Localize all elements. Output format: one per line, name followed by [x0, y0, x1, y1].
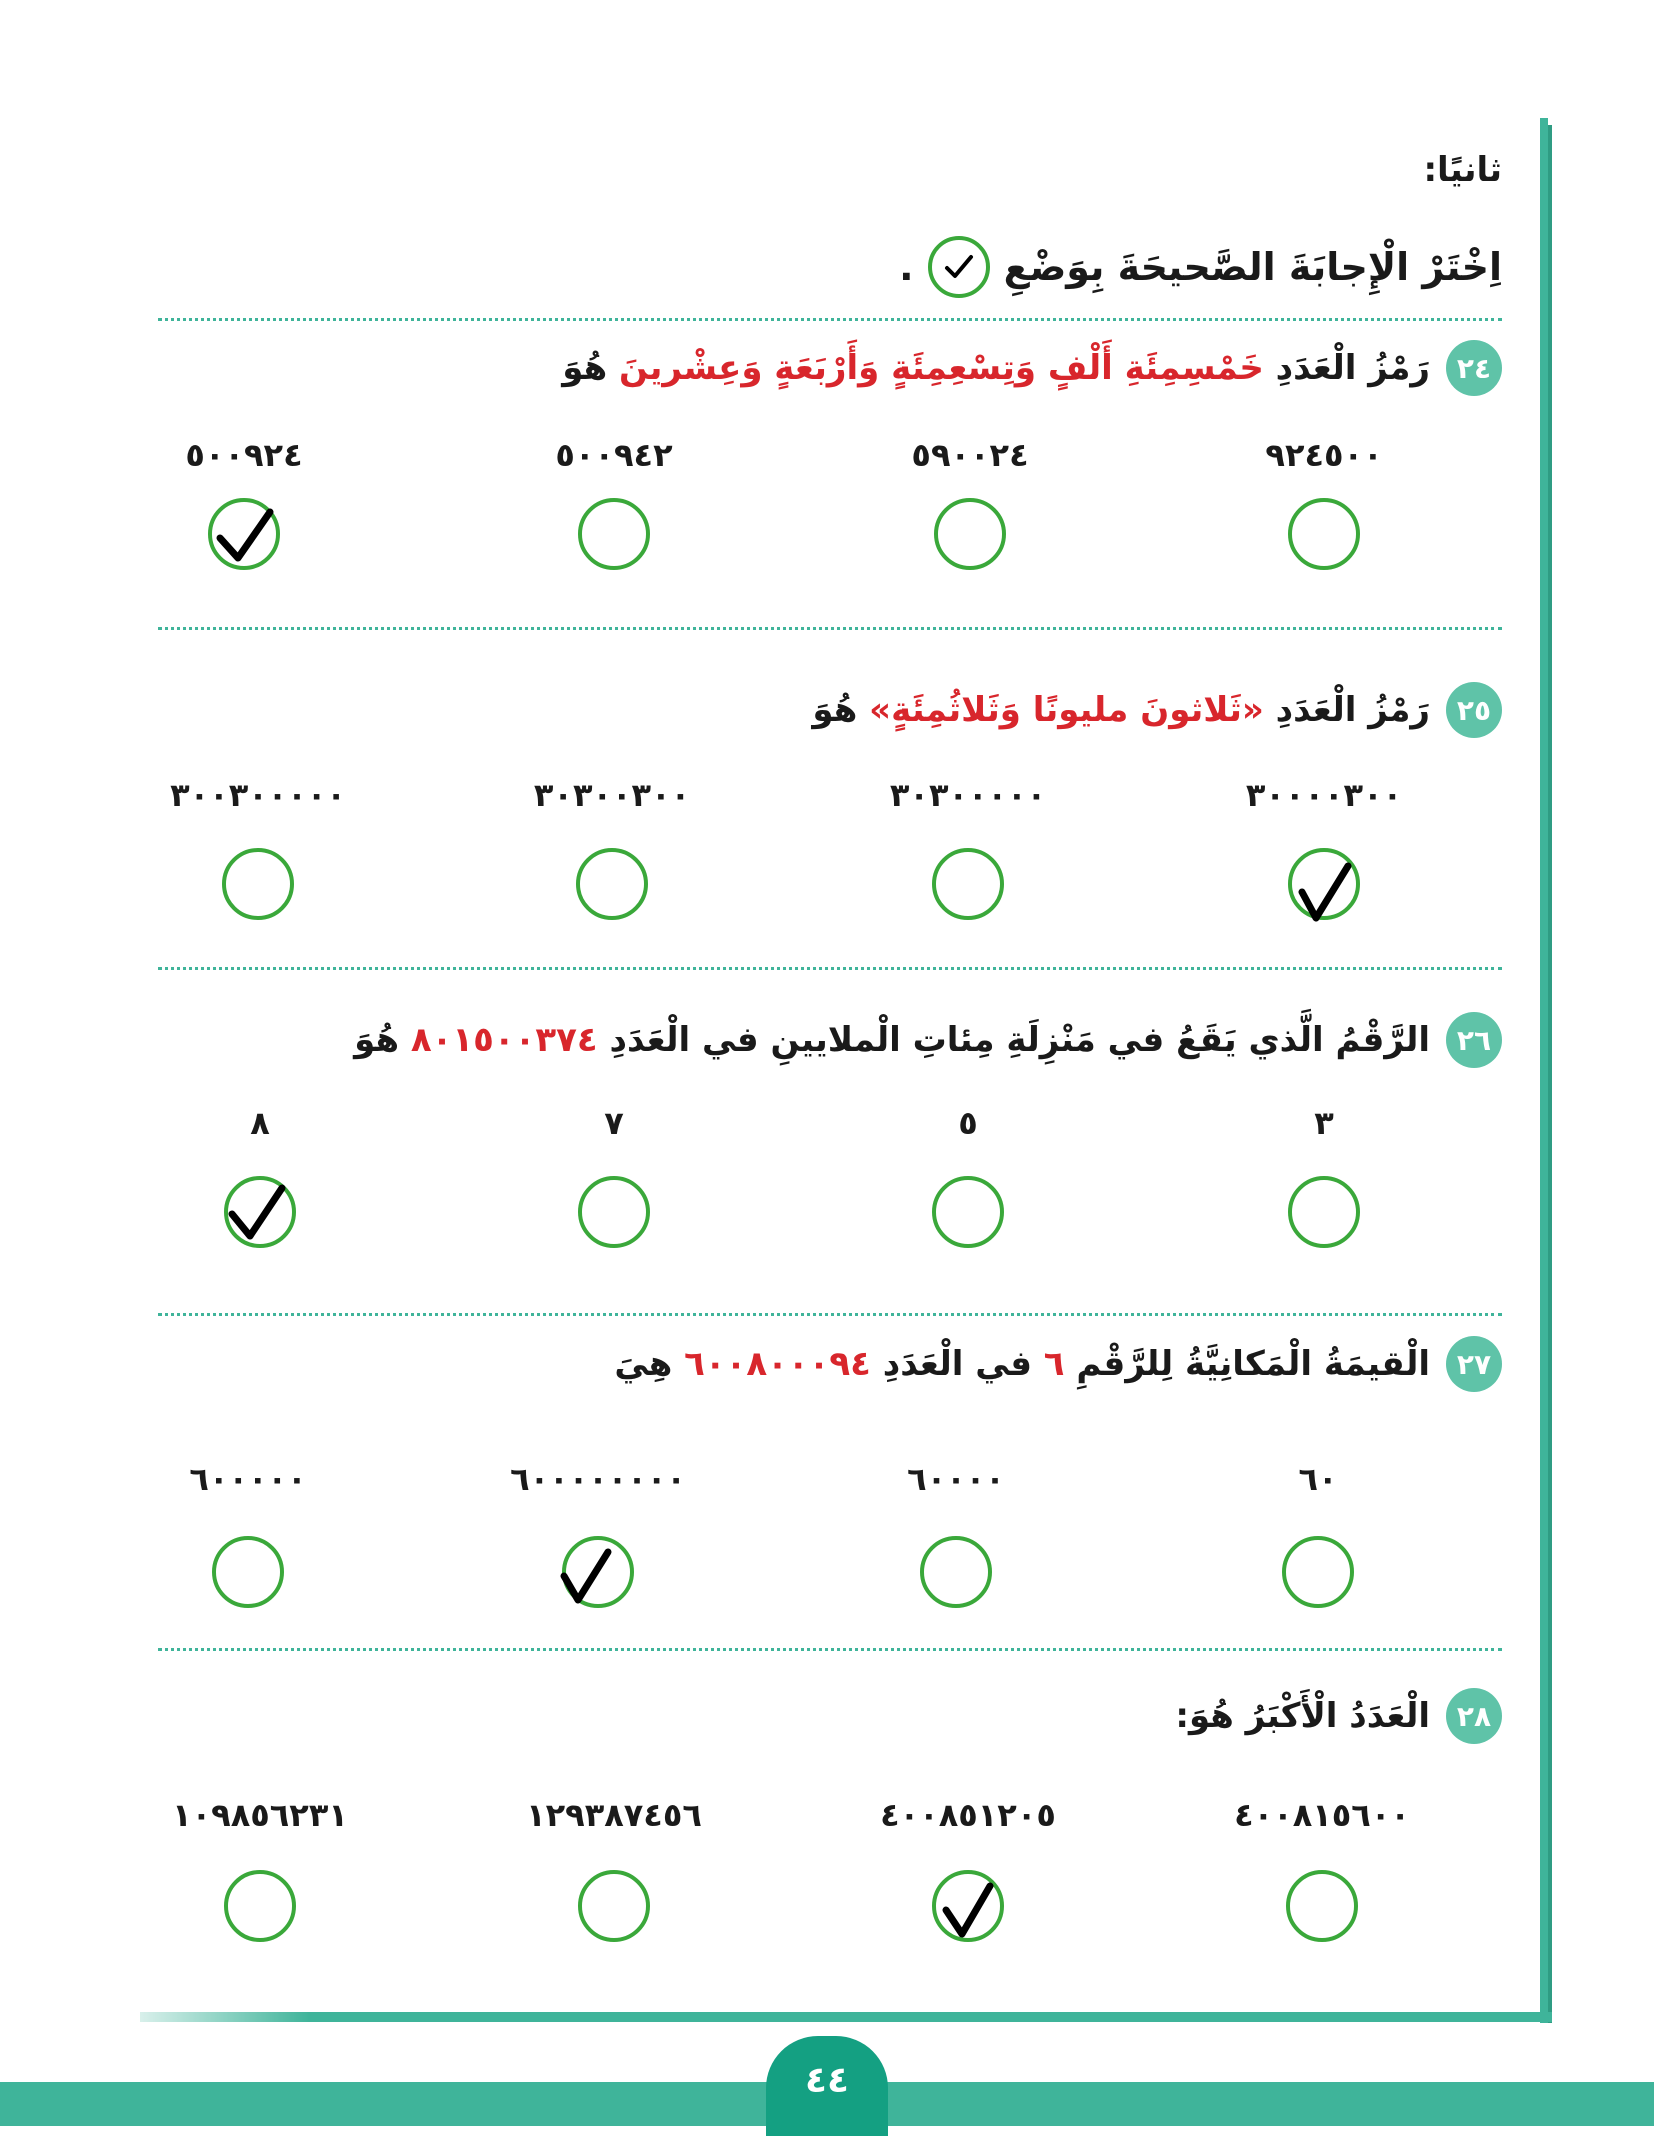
answer-circle[interactable] [1282, 1536, 1354, 1608]
page-frame-right [1540, 118, 1548, 2023]
option-value: ٥ [958, 1104, 978, 1142]
instruction-text: اِخْتَرْ الْإِجابَةَ الصَّحيحَةَ بِوَضْعِ [1003, 245, 1502, 289]
option-value: ٥٠٠٩٢٤ [185, 436, 303, 474]
option-value: ٨ [250, 1104, 270, 1142]
option-value: ٥٠٠٩٤٢ [555, 436, 673, 474]
answer-circle[interactable] [934, 498, 1006, 570]
option-25-c[interactable] [512, 776, 712, 814]
instruction [899, 236, 1502, 298]
option-28-d[interactable] [160, 1796, 360, 1834]
divider [158, 1648, 1502, 1651]
question-text: رَمْزُ الْعَدَدِ خَمْسِمِئَةِ أَلْفٍ وَتِسْعِمِئَةٍ وَأَرْبَعَةٍ وَعِشْرينَ هُوَ [562, 348, 1430, 388]
option-24-b[interactable] [870, 436, 1070, 474]
option-26-c[interactable] [514, 1104, 714, 1142]
question-26 [354, 1012, 1502, 1068]
answer-circle[interactable] [578, 498, 650, 570]
answer-circle[interactable] [562, 1536, 634, 1608]
question-number-badge: ٢٤ [1446, 340, 1502, 396]
option-26-d[interactable] [160, 1104, 360, 1142]
option-value: ٤٠٠٨٥١٢٠٥ [880, 1796, 1056, 1834]
option-28-b[interactable] [868, 1796, 1068, 1834]
option-value: ١٠٩٨٥٦٢٣١ [172, 1796, 348, 1834]
section-label: ثانيًا: [1423, 150, 1502, 190]
question-text: الْقيمَةُ الْمَكانِيَّةُ لِلرَّقْمِ ٦ في الْعَدَدِ ٦٠٠٨٠٠٠٩٤ هِيَ [614, 1344, 1430, 1384]
question-text: الْعَدَدُ الْأَكْبَرُ هُوَ: [1175, 1696, 1430, 1736]
option-25-d[interactable] [158, 776, 358, 814]
option-value: ٦٠٠٠٠ [907, 1460, 1005, 1498]
question-28 [1175, 1688, 1502, 1744]
answer-circle[interactable] [1288, 1176, 1360, 1248]
answer-circle[interactable] [932, 848, 1004, 920]
option-26-b[interactable] [868, 1104, 1068, 1142]
divider [158, 318, 1502, 321]
option-24-c[interactable] [514, 436, 714, 474]
option-value: ٩٢٤٥٠٠ [1265, 436, 1383, 474]
answer-circle[interactable] [932, 1870, 1004, 1942]
option-24-d[interactable] [144, 436, 344, 474]
page-frame-bottom [140, 2012, 1552, 2022]
question-25 [812, 682, 1502, 738]
answer-circle[interactable] [932, 1176, 1004, 1248]
answer-circle[interactable] [1288, 848, 1360, 920]
divider [158, 967, 1502, 970]
option-value: ١٢٩٣٨٧٤٥٦ [526, 1796, 702, 1834]
divider [158, 1313, 1502, 1316]
answer-circle[interactable] [578, 1870, 650, 1942]
answer-circle[interactable] [576, 848, 648, 920]
question-text: الرَّقْمُ الَّذي يَقَعُ في مَنْزِلَةِ مِئاتِ الْملايينِ في الْعَدَدِ ٨٠١٥٠٠٣٧٤ هُوَ [354, 1020, 1430, 1060]
answer-circle[interactable] [1288, 498, 1360, 570]
answer-circle[interactable] [224, 1870, 296, 1942]
answer-circle[interactable] [208, 498, 280, 570]
page-number: ٤٤ [766, 2036, 888, 2136]
option-28-c[interactable] [514, 1796, 714, 1834]
check-mark-icon [210, 500, 282, 572]
question-number-badge: ٢٥ [1446, 682, 1502, 738]
option-value: ٤٠٠٨١٥٦٠٠ [1234, 1796, 1410, 1834]
answer-circle[interactable] [1286, 1870, 1358, 1942]
option-value: ٧ [604, 1104, 624, 1142]
option-value: ٣٠٣٠٠٠٠٠ [889, 776, 1047, 814]
option-value: ٥٩٠٠٢٤ [911, 436, 1029, 474]
check-icon [944, 254, 974, 280]
option-25-b[interactable] [868, 776, 1068, 814]
option-24-a[interactable] [1224, 436, 1424, 474]
answer-circle[interactable] [212, 1536, 284, 1608]
question-number-badge: ٢٨ [1446, 1688, 1502, 1744]
option-value: ٣٠٠٣٠٠٠٠٠ [170, 776, 346, 814]
question-27 [614, 1336, 1502, 1392]
question-number-badge: ٢٦ [1446, 1012, 1502, 1068]
answer-circle[interactable] [578, 1176, 650, 1248]
answer-circle[interactable] [920, 1536, 992, 1608]
option-value: ٦٠ [1298, 1460, 1338, 1498]
question-24 [562, 340, 1502, 396]
option-value: ٣ [1314, 1104, 1334, 1142]
option-26-a[interactable] [1224, 1104, 1424, 1142]
option-27-b[interactable] [856, 1460, 1056, 1498]
instruction-period: . [899, 245, 914, 289]
check-mark-icon [1290, 850, 1362, 922]
option-27-d[interactable] [148, 1460, 348, 1498]
option-27-c[interactable] [498, 1460, 698, 1498]
page-frame-right-shadow [1548, 125, 1552, 2023]
check-mark-icon [564, 1538, 636, 1610]
check-mark-icon [934, 1872, 1006, 1944]
sample-check-circle [928, 236, 990, 298]
answer-circle[interactable] [224, 1176, 296, 1248]
question-number-badge: ٢٧ [1446, 1336, 1502, 1392]
option-value: ٣٠٣٠٠٣٠٠ [533, 776, 691, 814]
option-25-a[interactable] [1224, 776, 1424, 814]
answer-circle[interactable] [222, 848, 294, 920]
check-mark-icon [226, 1178, 298, 1250]
divider [158, 627, 1502, 630]
option-value: ٣٠٠٠٠٣٠٠ [1245, 776, 1403, 814]
option-27-a[interactable] [1218, 1460, 1418, 1498]
question-text: رَمْزُ الْعَدَدِ «ثَلاثونَ مليونًا وَثَلاثُمِئَةٍ» هُوَ [812, 690, 1430, 730]
option-value: ٦٠٠٠٠٠ [189, 1460, 307, 1498]
option-28-a[interactable] [1222, 1796, 1422, 1834]
option-value: ٦٠٠٠٠٠٠٠٠ [510, 1460, 686, 1498]
